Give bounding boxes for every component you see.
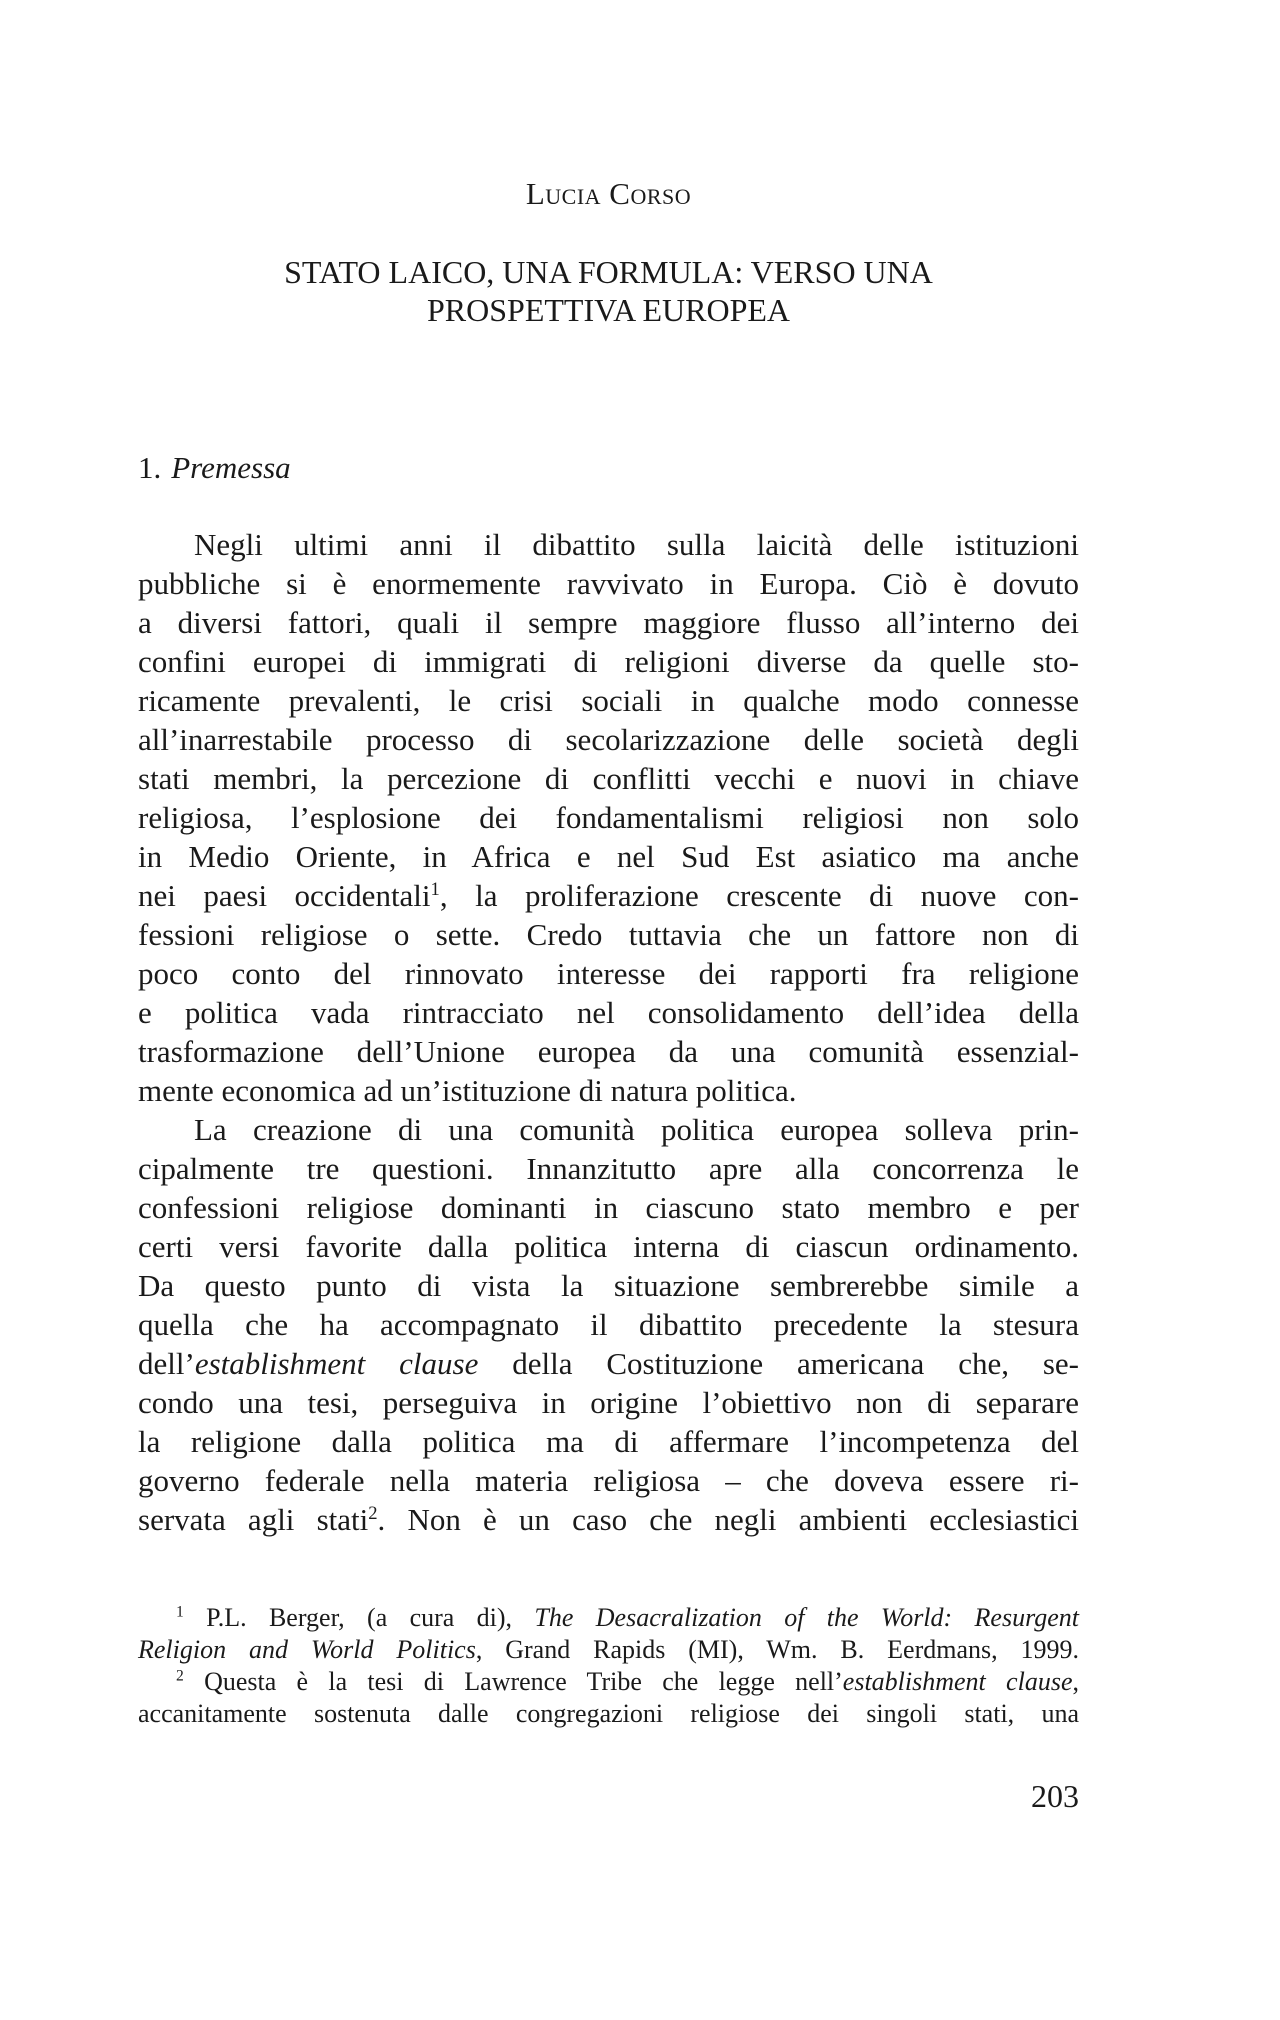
text-run: Negli ultimi anni il dibattito sulla laicità delle istituzioni	[194, 527, 1079, 562]
text-run: . Non è un caso che negli ambienti ecclesiastici	[377, 1502, 1079, 1537]
text-line	[138, 798, 1079, 837]
text-line	[138, 720, 1079, 759]
text-run: dell’	[138, 1346, 195, 1381]
text-run: religiosa, l’esplosione dei fondamentalismi religiosi non solo	[138, 800, 1079, 835]
text-run: confini europei di immigrati di religioni diverse da quelle sto-	[138, 644, 1079, 679]
page-number: 203	[1031, 1778, 1079, 1814]
footnote-line	[138, 1634, 1079, 1666]
text-run: ricamente prevalenti, le crisi sociali in qualche modo connesse	[138, 683, 1079, 718]
italic-text: The Desacralization of the World: Resurgent	[534, 1603, 1079, 1632]
text-run: La creazione di una comunità politica europea solleva prin-	[194, 1112, 1079, 1147]
footnote-marker: 2	[176, 1667, 184, 1685]
text-line	[138, 1500, 1079, 1539]
text-line	[138, 1422, 1079, 1461]
text-run: governo federale nella materia religiosa – che doveva essere ri-	[138, 1463, 1079, 1498]
text-line	[138, 1149, 1079, 1188]
text-run: in Medio Oriente, in Africa e nel Sud Est asiatico ma anche	[138, 839, 1079, 874]
text-line	[138, 642, 1079, 681]
author-name: Lucia Corso	[525, 176, 692, 211]
text-line	[138, 1071, 1079, 1110]
text-line	[138, 525, 1079, 564]
section-title: Premessa	[171, 450, 291, 485]
text-run: accanitamente sostenuta dalle congregazioni religiose dei singoli stati, una	[138, 1699, 1079, 1728]
text-run: trasformazione dell’Unione europea da una comunità essenzial-	[138, 1034, 1079, 1069]
text-run: cipalmente tre questioni. Innanzitutto apre alla concorrenza le	[138, 1151, 1079, 1186]
text-line	[138, 1227, 1079, 1266]
text-run: servata agli stati	[138, 1502, 369, 1537]
section-heading	[138, 450, 291, 486]
text-line	[138, 1461, 1079, 1500]
text-run: , Grand Rapids (MI), Wm. B. Eerdmans, 1999.	[475, 1635, 1080, 1664]
italic-text: establishment clause	[194, 1346, 479, 1381]
text-run: all’inarrestabile processo di secolarizzazione delle società degli	[138, 722, 1079, 757]
footnote-line	[138, 1698, 1079, 1730]
article-title-line: STATO LAICO, UNA FORMULA: VERSO UNA	[284, 254, 933, 290]
text-run: confessioni religiose dominanti in ciascuno stato membro e per	[138, 1190, 1079, 1225]
text-line	[138, 603, 1079, 642]
text-line	[138, 1305, 1079, 1344]
text-run: Da questo punto di vista la situazione sembrerebbe simile a	[138, 1268, 1079, 1303]
text-line	[138, 954, 1079, 993]
text-run: nei paesi occidentali	[138, 878, 431, 913]
text-run: la religione dalla politica ma di affermare l’incompetenza del	[138, 1424, 1079, 1459]
footnote-marker: 1	[176, 1603, 184, 1621]
text-run: pubbliche si è enormemente ravvivato in Europa. Ciò è dovuto	[138, 566, 1079, 601]
text-line	[138, 759, 1079, 798]
text-run: della Costituzione americana che, se-	[478, 1346, 1079, 1381]
footnote-line	[138, 1602, 1079, 1634]
text-run: stati membri, la percezione di conflitti vecchi e nuovi in chiave	[138, 761, 1079, 796]
article-title-line: PROSPETTIVA EUROPEA	[426, 292, 791, 328]
footnote-line	[138, 1666, 1079, 1698]
text-run: Questa è la tesi di Lawrence Tribe che legge nell’	[183, 1667, 843, 1696]
footnote-marker: 1	[430, 878, 440, 900]
text-line	[138, 681, 1079, 720]
text-line	[138, 837, 1079, 876]
footnote-marker: 2	[368, 1502, 378, 1524]
text-run: fessioni religiose o sette. Credo tuttavia che un fattore non di	[138, 917, 1079, 952]
italic-text: establishment clause	[842, 1667, 1073, 1696]
text-line	[138, 1032, 1079, 1071]
text-line	[138, 1188, 1079, 1227]
section-number: 1.	[138, 450, 162, 485]
text-run: condo una tesi, perseguiva in origine l’obiettivo non di separare	[138, 1385, 1079, 1420]
text-line	[138, 1110, 1079, 1149]
text-run: quella che ha accompagnato il dibattito precedente la stesura	[138, 1307, 1079, 1342]
body-text	[138, 525, 1079, 1539]
text-line	[138, 1344, 1079, 1383]
italic-text: Religion and World Politics	[138, 1635, 476, 1664]
text-run: mente economica ad un’istituzione di natura politica.	[138, 1073, 797, 1108]
text-line	[138, 876, 1079, 915]
text-run: , la proliferazione crescente di nuove con-	[439, 878, 1080, 913]
text-line	[138, 1266, 1079, 1305]
text-run: e politica vada rintracciato nel consolidamento dell’idea della	[138, 995, 1079, 1030]
text-line	[138, 993, 1079, 1032]
text-run: P.L. Berger, (a cura di),	[183, 1603, 535, 1632]
text-run: certi versi favorite dalla politica interna di ciascun ordinamento.	[138, 1229, 1079, 1264]
text-run: a diversi fattori, quali il sempre maggiore flusso all’interno dei	[138, 605, 1079, 640]
text-line	[138, 564, 1079, 603]
text-line	[138, 1383, 1079, 1422]
text-run: poco conto del rinnovato interesse dei rapporti fra religione	[138, 956, 1079, 991]
text-run: ,	[1072, 1667, 1079, 1696]
text-line	[138, 915, 1079, 954]
footnotes	[138, 1602, 1079, 1730]
